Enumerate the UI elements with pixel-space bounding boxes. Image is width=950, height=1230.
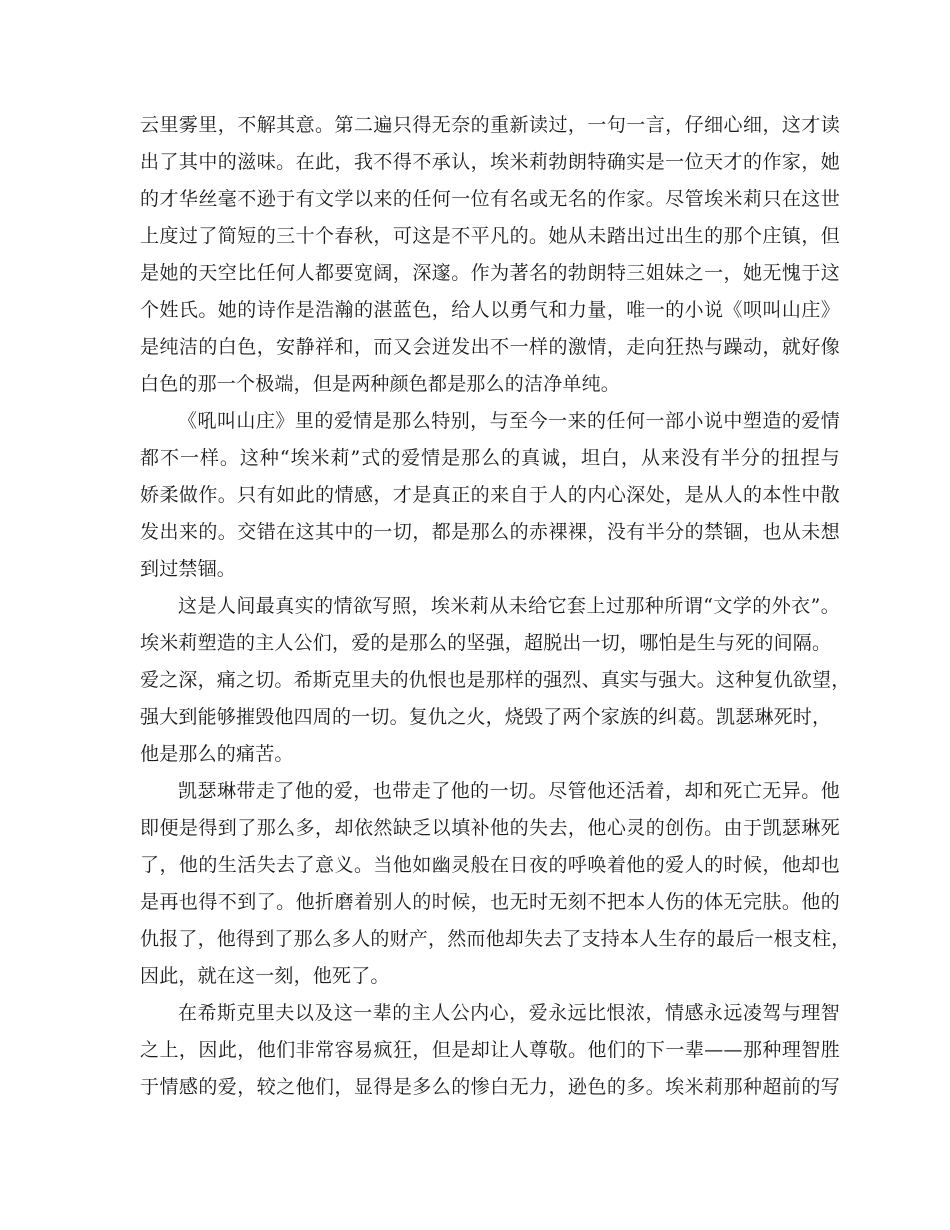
text-line: 这是人间最真实的情欲写照，埃米莉从未给它套上过那种所谓“文学的外衣”。 [178, 595, 840, 617]
text-line: 是纯洁的白色，安静祥和，而又会迸发出不一样的激情，走向狂热与躁动，就好像 [140, 336, 840, 358]
text-line: 是再也得不到了。他折磨着别人的时候，也无时无刻不把本人伤的体无完肤。他的 [140, 891, 840, 913]
text-line: 埃米莉塑造的主人公们，爱的是那么的坚强，超脱出一切，哪怕是生与死的间隔。 [140, 632, 832, 654]
text-line: 仇报了，他得到了那么多人的财产，然而他却失去了支持本人生存的最后一根支柱， [140, 928, 851, 950]
text-line: 到过禁锢。 [140, 558, 237, 580]
text-line: 因此，就在这一刻，他死了。 [140, 965, 390, 987]
text-line: 即便是得到了那么多，却依然缺乏以填补他的失去，他心灵的创伤。由于凯瑟琳死 [140, 817, 840, 839]
text-line: 强大到能够摧毁他四周的一切。复仇之火，烧毁了两个家族的纠葛。凯瑟琳死时， [140, 706, 832, 728]
document-body [140, 107, 851, 1106]
text-line: 发出来的。交错在这其中的一切，都是那么的赤裸裸，没有半分的禁锢，也从未想 [140, 521, 840, 543]
text-line: 娇柔做作。只有如此的情感，才是真正的来自于人的内心深处，是从人的本性中散 [140, 484, 840, 506]
text-line: 了，他的生活失去了意义。当他如幽灵般在日夜的呼唤着他的爱人的时候，他却也 [140, 854, 840, 876]
text-line: 个姓氏。她的诗作是浩瀚的湛蓝色，给人以勇气和力量，唯一的小说《呗叫山庄》 [140, 299, 840, 321]
text-line: 都不一样。这种“埃米莉”式的爱情是那么的真诚，坦白，从来没有半分的扭捏与 [140, 447, 840, 469]
text-line: 白色的那一个极端，但是两种颜色都是那么的洁净单纯。 [140, 373, 621, 395]
paragraph [140, 107, 840, 403]
text-line: 在希斯克里夫以及这一辈的主人公内心，爱永远比恨浓，情感永远凌驾与理智 [178, 1002, 840, 1024]
text-line: 云里雾里，不解其意。第二遍只得无奈的重新读过，一句一言，仔细心细，这才读 [140, 114, 840, 136]
paragraph [140, 995, 840, 1106]
text-line: 出了其中的滋味。在此，我不得不承认，埃米莉勃朗特确实是一位天才的作家，她 [140, 151, 840, 173]
text-line: 他是那么的痛苦。 [140, 743, 294, 765]
text-line: 是她的天空比任何人都要宽阔，深邃。作为著名的勃朗特三姐妹之一，她无愧于这 [140, 262, 840, 284]
text-line: 上度过了简短的三十个春秋，可这是不平凡的。她从未踏出过出生的那个庄镇，但 [140, 225, 840, 247]
paragraph [140, 403, 840, 588]
text-line: 的才华丝毫不逊于有文学以来的任何一位有名或无名的作家。尽管埃米莉只在这世 [140, 188, 840, 210]
paragraph [140, 588, 851, 773]
text-line: 《吼叫山庄》里的爱情是那么特别，与至今一来的任何一部小说中塑造的爱情 [178, 410, 840, 432]
text-line: 于情感的爱，较之他们，显得是多么的惨白无力，逊色的多。埃米莉那种超前的写 [140, 1076, 840, 1098]
text-line: 凯瑟琳带走了他的爱，也带走了他的一切。尽管他还活着，却和死亡无异。他 [178, 780, 840, 802]
text-line: 爱之深，痛之切。希斯克里夫的仇恨也是那样的强烈、真实与强大。这种复仇欲望， [140, 669, 851, 691]
paragraph [140, 773, 851, 995]
text-line: 之上，因此，他们非常容易疯狂，但是却让人尊敬。他们的下一辈——那种理智胜 [140, 1039, 840, 1061]
